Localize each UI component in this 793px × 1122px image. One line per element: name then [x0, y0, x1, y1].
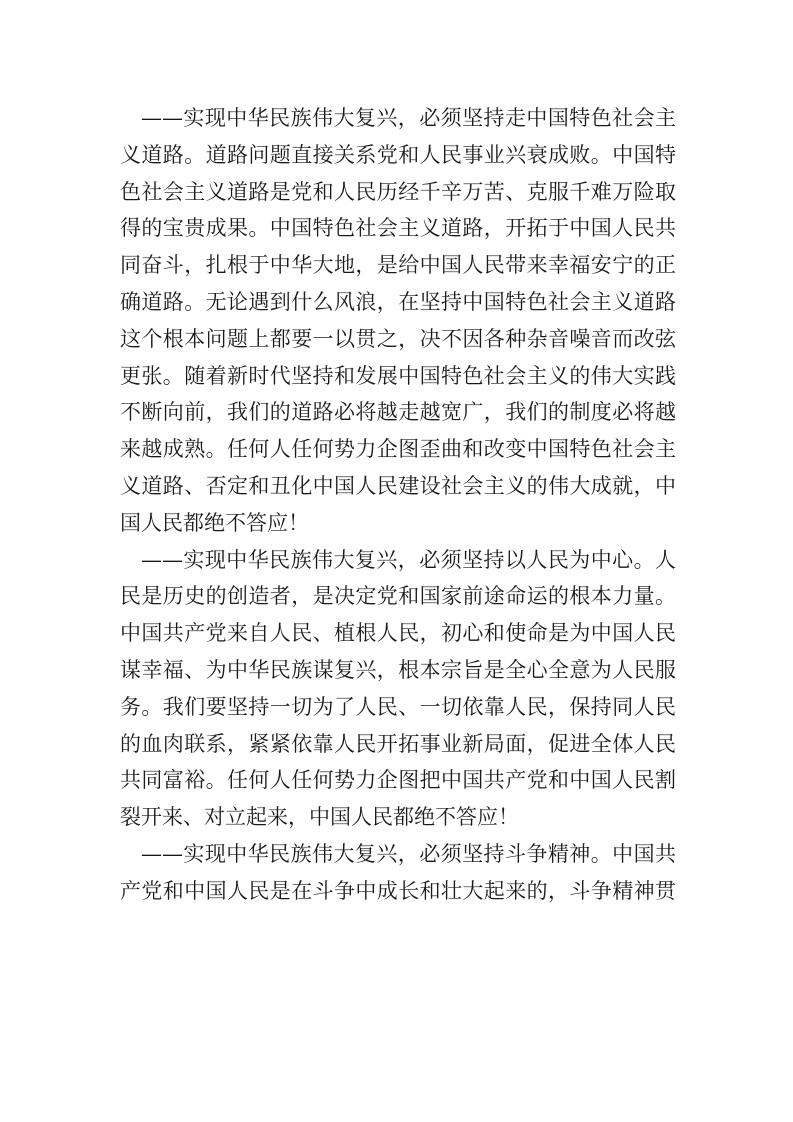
- paragraph-2-line: 谋幸福、为中华民族谋复兴，根本宗旨是全心全意为人民服: [120, 657, 676, 682]
- paragraph-1-line: ——实现中华民族伟大复兴，必须坚持走中国特色社会主: [141, 106, 676, 130]
- paragraph-1-line: 同奋斗，扎根于中华大地，是给中国人民带来幸福安宁的正: [120, 253, 676, 278]
- paragraph-2-line: 的血肉联系，紧紧依靠人民开拓事业新局面，促进全体人民: [120, 731, 676, 756]
- body-text: [120, 100, 676, 910]
- paragraph-1-line: 来越成熟。任何人任何势力企图歪曲和改变中国特色社会主: [120, 437, 676, 462]
- paragraph-1-line: 色社会主义道路是党和人民历经千辛万苦、克服千难万险取: [120, 179, 676, 204]
- paragraph-3-line: 产党和中国人民是在斗争中成长和壮大起来的，斗争精神贯: [120, 878, 676, 903]
- paragraph-1-line: 不断向前，我们的道路必将越走越宽广，我们的制度必将越: [120, 400, 676, 425]
- paragraph-1-line: 更张。随着新时代坚持和发展中国特色社会主义的伟大实践: [120, 363, 676, 388]
- paragraph-2-line: 民是历史的创造者，是决定党和国家前途命运的根本力量。: [120, 584, 676, 609]
- paragraph-1-line: 这个根本问题上都要一以贯之，决不因各种杂音噪音而改弦: [120, 326, 676, 351]
- paragraph-1-line: 义道路。道路问题直接关系党和人民事业兴衰成败。中国特: [120, 142, 676, 167]
- paragraph-1-line: 义道路、否定和丑化中国人民建设社会主义的伟大成就，中: [120, 473, 676, 498]
- paragraph-2-line: 裂开来、对立起来，中国人民都绝不答应！: [120, 805, 519, 830]
- paragraph-1-line: 确道路。无论遇到什么风浪，在坚持中国特色社会主义道路: [120, 289, 676, 314]
- paragraph-2-line: 务。我们要坚持一切为了人民、一切依靠人民，保持同人民: [120, 694, 676, 719]
- paragraph-1-line: 国人民都绝不答应！: [120, 510, 309, 535]
- paragraph-2-line: 共同富裕。任何人任何势力企图把中国共产党和中国人民割: [120, 768, 676, 793]
- paragraph-1-line: 得的宝贵成果。中国特色社会主义道路，开拓于中国人民共: [120, 216, 676, 241]
- paragraph-2-line: ——实现中华民族伟大复兴，必须坚持以人民为中心。人: [141, 547, 676, 572]
- paragraph-3-line: ——实现中华民族伟大复兴，必须坚持斗争精神。中国共: [141, 841, 676, 866]
- paragraph-2-line: 中国共产党来自人民、植根人民，初心和使命是为中国人民: [120, 621, 676, 646]
